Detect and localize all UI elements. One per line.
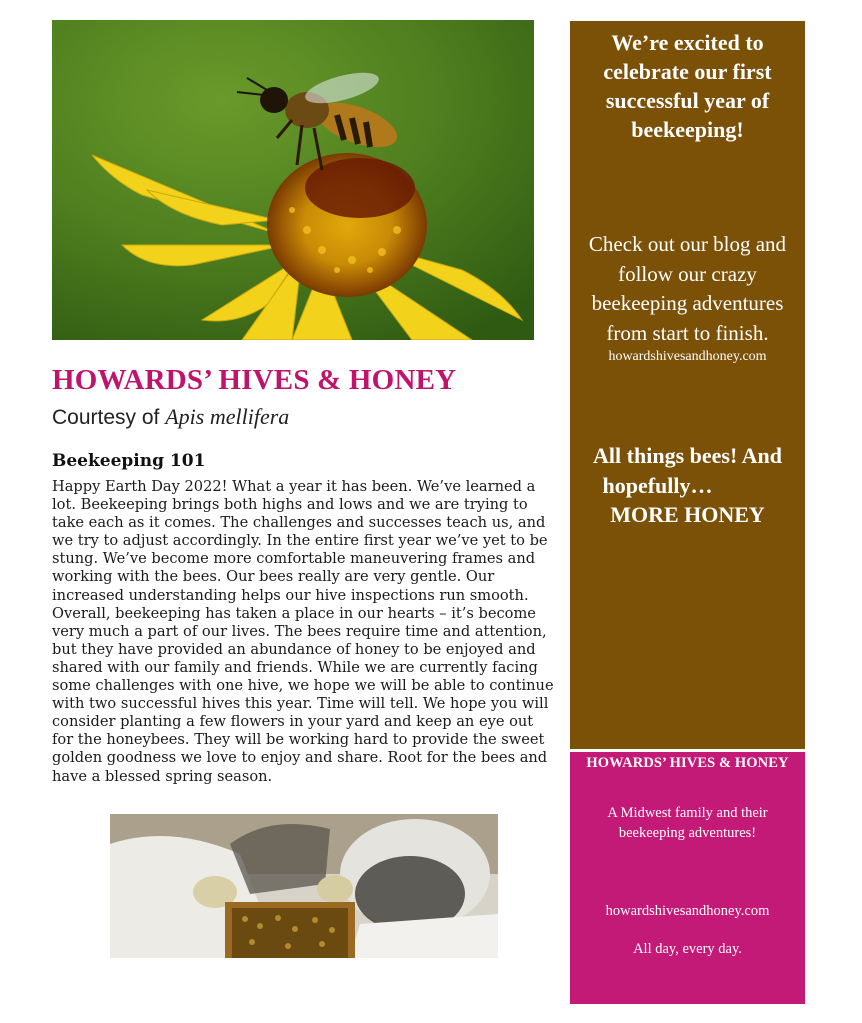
sidebar-always-text: All day, every day.: [633, 941, 742, 957]
sidebar-website-url[interactable]: howardshivesandhoney.com: [605, 903, 770, 919]
sidebar-blog-url[interactable]: howardshivesandhoney.com: [608, 349, 767, 364]
courtesy-line: [52, 404, 289, 430]
sidebar-brand: HOWARDS’ HIVES & HONEY: [586, 755, 789, 771]
beekeepers-photo: [110, 814, 498, 958]
sidebar-pink-panel: [570, 752, 805, 1004]
sidebar-blog-text: Check out our blog and follow our crazy beekeeping adventures from start to finish.: [588, 232, 787, 345]
article-body: Happy Earth Day 2022! What a year it has been. We’ve learned a lot. Beekeeping brings both highs and lows and we are trying to take each as it comes. The challenges and successes teach us, and we try to adjust accordingly. In the entire first year we’ve yet to be stung. We’ve become more comfortable maneuvering frames and working with the bees. Our bees really are very gentle. Our increased understanding helps our hive inspections run smooth. Overall, beekeeping has taken a place in our hearts – it’s become very much a part of our lives. The bees require time and attention, but they have provided an abundance of honey to be enjoyed and shared with our family and friends. While we are currently facing some challenges with one hive, we hope we will be able to continue with two successful hives this year. Time will tell. We hope you will consider planting a few flowers in your yard and keep an eye out for the honeybees. They will be working hard to provide the sweet golden goodness we love to enjoy and share. Root for the bees and have a blessed spring season.: [52, 478, 554, 785]
courtesy-species: Apis mellifera: [165, 404, 290, 429]
sidebar-excited-text: We’re excited to celebrate our first successful year of beekeeping!: [603, 30, 772, 142]
all-things-line: All things bees! And: [593, 443, 782, 468]
bee-on-flower-photo: [52, 20, 534, 340]
sidebar-tagline: A Midwest family and their beekeeping adventures!: [607, 805, 768, 841]
sidebar-all-things-text: [570, 441, 805, 530]
article-heading: Beekeeping 101: [52, 451, 206, 471]
courtesy-prefix: Courtesy of: [52, 406, 160, 429]
sidebar-brown-panel: [570, 21, 805, 749]
page-title: HOWARDS’ HIVES & HONEY: [52, 364, 457, 396]
hopefully-line: hopefully…: [602, 472, 713, 498]
more-honey-line: MORE HONEY: [610, 502, 765, 527]
